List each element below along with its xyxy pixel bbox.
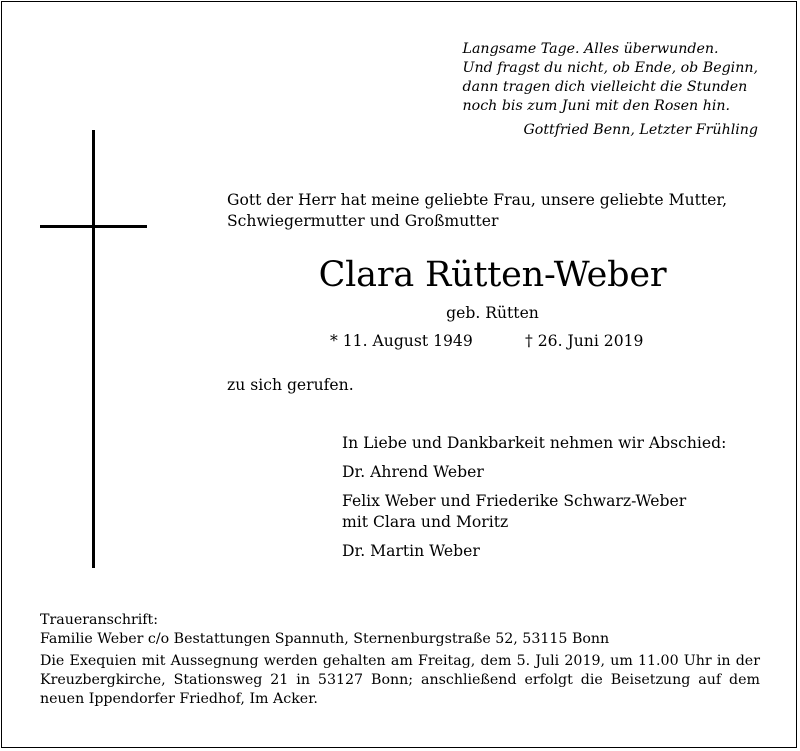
mourner-entry: [342, 491, 726, 533]
birth-date: * 11. August 1949: [330, 332, 473, 350]
mourners-heading: In Liebe und Dankbarkeit nehmen wir Abschied:: [342, 434, 727, 452]
mourner-entry: Dr. Ahrend Weber: [342, 463, 484, 481]
address-label: Traueranschrift:: [40, 612, 159, 628]
mourner-line: Felix Weber und Friederike Schwarz-Weber: [342, 492, 687, 510]
footer-block: [40, 611, 760, 709]
poem-lines: [463, 40, 758, 116]
service-details: Die Exequien mit Aussegnung werden gehalten am Freitag, dem 5. Juli 2019, um 11.00 Uhr in der Kreuzbergkirche, Stationsweg 21 in 53127 Bonn; anschließend erfolgt die Beisetzung auf dem neuen Ippendorfer Friedhof, Im Acker.: [40, 653, 760, 707]
intro-line: Gott der Herr hat meine geliebte Frau, unsere geliebte Mutter,: [227, 191, 728, 209]
maiden-name: geb. Rütten: [446, 304, 539, 322]
poem-block: [0, 40, 758, 140]
deceased-name: Clara Rütten-Weber: [318, 255, 667, 295]
intro-text: [227, 190, 727, 232]
poem-line: Und fragst du nicht, ob Ende, ob Beginn,: [462, 60, 758, 76]
poem-line: noch bis zum Juni mit den Rosen hin.: [462, 98, 731, 114]
mourner-entry: Dr. Martin Weber: [342, 542, 480, 560]
death-date: † 26. Juni 2019: [525, 332, 644, 350]
intro-line: Schwiegermutter und Großmutter: [227, 212, 499, 230]
poem-attribution: Gottfried Benn, Letzter Frühling: [523, 122, 758, 138]
cross-icon-horizontal-bar: [40, 225, 147, 228]
called-home-text: zu sich gerufen.: [227, 376, 354, 394]
poem-line: dann tragen dich vielleicht die Stunden: [462, 79, 748, 95]
poem-line: Langsame Tage. Alles überwunden.: [462, 41, 719, 57]
mourning-address: Familie Weber c/o Bestattungen Spannuth, Sternenburgstraße 52, 53115 Bonn: [40, 631, 610, 647]
cross-icon-vertical-bar: [92, 130, 95, 568]
mourners-block: [342, 433, 726, 562]
mourner-line: mit Clara und Moritz: [342, 513, 509, 531]
